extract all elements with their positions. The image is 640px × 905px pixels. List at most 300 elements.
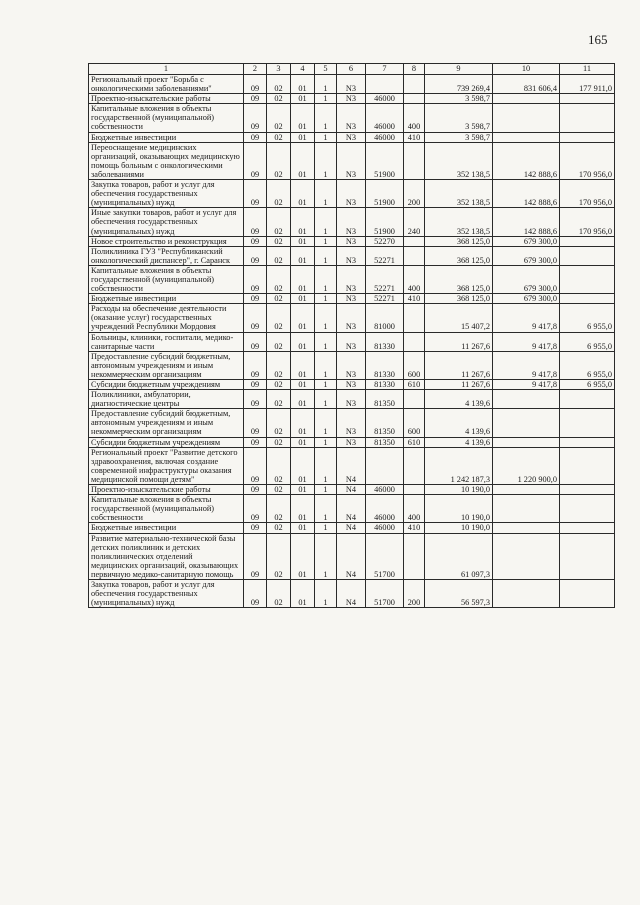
amount-cell: 11 267,6 [425, 380, 493, 390]
amount-cell: 679 300,0 [493, 294, 560, 304]
code-cell: 51900 [366, 208, 404, 236]
header-cell: 3 [267, 64, 291, 75]
code-cell: 02 [267, 294, 291, 304]
amount-cell: 170 956,0 [560, 208, 615, 236]
code-cell: 01 [291, 94, 315, 104]
code-cell: 1 [315, 104, 337, 132]
table-row [89, 523, 615, 533]
code-cell: 02 [267, 75, 291, 94]
code-cell: 600 [404, 351, 425, 379]
code-cell: 01 [291, 294, 315, 304]
code-cell: 09 [244, 409, 267, 437]
amount-cell [560, 390, 615, 409]
amount-cell [560, 246, 615, 265]
code-cell: 01 [291, 142, 315, 179]
code-cell: 46000 [366, 485, 404, 495]
amount-cell: 739 269,4 [425, 75, 493, 94]
code-cell [404, 485, 425, 495]
code-cell: N3 [337, 236, 366, 246]
code-cell: 81330 [366, 332, 404, 351]
code-cell: N3 [337, 351, 366, 379]
row-name-cell: Поликлиники, амбулатории, диагностические центры [89, 390, 244, 409]
code-cell: 01 [291, 390, 315, 409]
code-cell: 02 [267, 246, 291, 265]
code-cell: 01 [291, 485, 315, 495]
code-cell: 09 [244, 180, 267, 208]
amount-cell: 1 242 187,3 [425, 447, 493, 484]
code-cell: 09 [244, 236, 267, 246]
table-row [89, 390, 615, 409]
code-cell: 02 [267, 332, 291, 351]
row-name-cell: Капитальные вложения в объекты государственной (муниципальной) собственности [89, 265, 244, 293]
table-row [89, 246, 615, 265]
header-cell: 8 [404, 64, 425, 75]
row-name-cell: Поликлиника ГУЗ "Республиканский онкологический диспансер", г. Саранск [89, 246, 244, 265]
page-number: 165 [588, 32, 608, 47]
table-row [89, 579, 615, 607]
code-cell: N3 [337, 265, 366, 293]
code-cell: 410 [404, 132, 425, 142]
code-cell: 09 [244, 495, 267, 523]
code-cell: N3 [337, 132, 366, 142]
row-name-cell: Субсидии бюджетным учреждениям [89, 380, 244, 390]
code-cell: 09 [244, 332, 267, 351]
row-name-cell: Капитальные вложения в объекты государственной (муниципальной) собственности [89, 104, 244, 132]
row-name-cell: Закупка товаров, работ и услуг для обеспечения государственных (муниципальных) нужд [89, 579, 244, 607]
code-cell: 46000 [366, 104, 404, 132]
code-cell: 1 [315, 208, 337, 236]
code-cell: 02 [267, 485, 291, 495]
row-name-cell: Переоснащение медицинских организаций, оказывающих медицинскую помощь больным с онкологическими заболеваниями [89, 142, 244, 179]
code-cell: 02 [267, 579, 291, 607]
code-cell: 02 [267, 437, 291, 447]
row-name-cell: Больницы, клиники, госпитали, медико-санитарные части [89, 332, 244, 351]
code-cell: 09 [244, 75, 267, 94]
code-cell: 81350 [366, 437, 404, 447]
code-cell: 02 [267, 132, 291, 142]
code-cell: 01 [291, 380, 315, 390]
row-name-cell: Региональный проект "Развитие детского здравоохранения, включая создание современной инфраструктуры оказания медицинской помощи детям" [89, 447, 244, 484]
code-cell: 410 [404, 294, 425, 304]
code-cell: 52271 [366, 294, 404, 304]
amount-cell [560, 94, 615, 104]
code-cell: 09 [244, 94, 267, 104]
amount-cell: 177 911,0 [560, 75, 615, 94]
code-cell: 1 [315, 142, 337, 179]
code-cell: 01 [291, 351, 315, 379]
amount-cell [493, 495, 560, 523]
table-row [89, 437, 615, 447]
code-cell: 400 [404, 495, 425, 523]
header-cell: 4 [291, 64, 315, 75]
code-cell: 1 [315, 332, 337, 351]
code-cell: 02 [267, 351, 291, 379]
code-cell: 81330 [366, 380, 404, 390]
table-row [89, 236, 615, 246]
code-cell: 09 [244, 437, 267, 447]
code-cell: 1 [315, 485, 337, 495]
code-cell: 81350 [366, 409, 404, 437]
code-cell: 1 [315, 180, 337, 208]
code-cell: 600 [404, 409, 425, 437]
code-cell: N3 [337, 94, 366, 104]
code-cell: 01 [291, 265, 315, 293]
table-row [89, 142, 615, 179]
amount-cell: 9 417,8 [493, 351, 560, 379]
row-name-cell: Бюджетные инвестиции [89, 294, 244, 304]
code-cell: N4 [337, 495, 366, 523]
table-row [89, 447, 615, 484]
code-cell: 02 [267, 523, 291, 533]
amount-cell [560, 485, 615, 495]
amount-cell: 4 139,6 [425, 409, 493, 437]
amount-cell: 9 417,8 [493, 380, 560, 390]
table-row [89, 304, 615, 332]
code-cell: 01 [291, 332, 315, 351]
code-cell: 610 [404, 380, 425, 390]
code-cell: 01 [291, 533, 315, 579]
amount-cell [560, 132, 615, 142]
code-cell: 1 [315, 265, 337, 293]
row-name-cell: Предоставление субсидий бюджетным, автономным учреждениям и иным некоммерческим организациям [89, 409, 244, 437]
code-cell: N3 [337, 208, 366, 236]
code-cell: 02 [267, 533, 291, 579]
code-cell: 01 [291, 437, 315, 447]
code-cell [404, 304, 425, 332]
code-cell [404, 142, 425, 179]
row-name-cell: Проектно-изыскательские работы [89, 485, 244, 495]
code-cell [404, 246, 425, 265]
code-cell: 09 [244, 142, 267, 179]
amount-cell [560, 447, 615, 484]
amount-cell: 170 956,0 [560, 142, 615, 179]
table-row [89, 380, 615, 390]
code-cell: 46000 [366, 523, 404, 533]
table-row [89, 294, 615, 304]
code-cell: 200 [404, 579, 425, 607]
code-cell: N3 [337, 332, 366, 351]
code-cell: 01 [291, 132, 315, 142]
code-cell: 81350 [366, 390, 404, 409]
code-cell: 1 [315, 246, 337, 265]
header-cell: 9 [425, 64, 493, 75]
code-cell: 01 [291, 409, 315, 437]
code-cell: 81000 [366, 304, 404, 332]
code-cell: 09 [244, 380, 267, 390]
code-cell: 1 [315, 132, 337, 142]
amount-cell: 10 190,0 [425, 523, 493, 533]
code-cell: 1 [315, 523, 337, 533]
code-cell: N3 [337, 142, 366, 179]
code-cell: 02 [267, 208, 291, 236]
row-name-cell: Региональный проект "Борьба с онкологическими заболеваниями" [89, 75, 244, 94]
code-cell: 1 [315, 495, 337, 523]
code-cell: 09 [244, 304, 267, 332]
code-cell: 1 [315, 294, 337, 304]
amount-cell [493, 485, 560, 495]
amount-cell: 9 417,8 [493, 304, 560, 332]
table-row [89, 409, 615, 437]
amount-cell: 6 955,0 [560, 304, 615, 332]
header-cell: 7 [366, 64, 404, 75]
code-cell: 1 [315, 351, 337, 379]
code-cell: N3 [337, 246, 366, 265]
code-cell: N3 [337, 409, 366, 437]
amount-cell [493, 409, 560, 437]
code-cell: N4 [337, 533, 366, 579]
amount-cell: 368 125,0 [425, 236, 493, 246]
code-cell: 09 [244, 390, 267, 409]
code-cell: 02 [267, 380, 291, 390]
amount-cell: 11 267,6 [425, 332, 493, 351]
header-cell: 11 [560, 64, 615, 75]
code-cell: 1 [315, 409, 337, 437]
table-row [89, 208, 615, 236]
code-cell [366, 75, 404, 94]
amount-cell: 142 888,6 [493, 180, 560, 208]
code-cell: N3 [337, 304, 366, 332]
code-cell [404, 236, 425, 246]
code-cell: 02 [267, 265, 291, 293]
code-cell: 51900 [366, 180, 404, 208]
code-cell: 09 [244, 447, 267, 484]
code-cell: N3 [337, 104, 366, 132]
table-row [89, 332, 615, 351]
amount-cell [493, 533, 560, 579]
row-name-cell: Новое строительство и реконструкция [89, 236, 244, 246]
code-cell: 1 [315, 447, 337, 484]
code-cell: N4 [337, 579, 366, 607]
code-cell: 02 [267, 104, 291, 132]
amount-cell [493, 579, 560, 607]
amount-cell: 368 125,0 [425, 265, 493, 293]
code-cell: 1 [315, 579, 337, 607]
amount-cell [560, 236, 615, 246]
row-name-cell: Бюджетные инвестиции [89, 132, 244, 142]
code-cell: 81330 [366, 351, 404, 379]
code-cell: 09 [244, 523, 267, 533]
code-cell: 1 [315, 304, 337, 332]
table-row [89, 75, 615, 94]
amount-cell: 142 888,6 [493, 208, 560, 236]
amount-cell: 352 138,5 [425, 180, 493, 208]
code-cell: 09 [244, 533, 267, 579]
amount-cell [560, 265, 615, 293]
code-cell: 09 [244, 104, 267, 132]
code-cell: 02 [267, 142, 291, 179]
code-cell: 1 [315, 437, 337, 447]
code-cell: 09 [244, 246, 267, 265]
header-cell: 1 [89, 64, 244, 75]
code-cell: 01 [291, 236, 315, 246]
amount-cell: 3 598,7 [425, 132, 493, 142]
code-cell: N3 [337, 294, 366, 304]
amount-cell: 6 955,0 [560, 380, 615, 390]
code-cell: 240 [404, 208, 425, 236]
amount-cell: 170 956,0 [560, 180, 615, 208]
amount-cell [560, 533, 615, 579]
header-cell: 2 [244, 64, 267, 75]
code-cell: 02 [267, 447, 291, 484]
amount-cell: 352 138,5 [425, 208, 493, 236]
code-cell: 02 [267, 495, 291, 523]
amount-cell: 10 190,0 [425, 485, 493, 495]
amount-cell: 15 407,2 [425, 304, 493, 332]
code-cell: N3 [337, 437, 366, 447]
amount-cell [560, 523, 615, 533]
code-cell: N3 [337, 380, 366, 390]
code-cell: 01 [291, 104, 315, 132]
code-cell: 01 [291, 246, 315, 265]
code-cell: 01 [291, 304, 315, 332]
amount-cell: 4 139,6 [425, 390, 493, 409]
code-cell: 09 [244, 208, 267, 236]
code-cell [404, 94, 425, 104]
amount-cell [493, 104, 560, 132]
code-cell: 46000 [366, 495, 404, 523]
code-cell: 410 [404, 523, 425, 533]
code-cell: 46000 [366, 94, 404, 104]
code-cell: 1 [315, 236, 337, 246]
row-name-cell: Капитальные вложения в объекты государственной (муниципальной) собственности [89, 495, 244, 523]
amount-cell: 10 190,0 [425, 495, 493, 523]
code-cell: N3 [337, 180, 366, 208]
code-cell [366, 447, 404, 484]
code-cell: 09 [244, 579, 267, 607]
code-cell: 46000 [366, 132, 404, 142]
code-cell: 52271 [366, 246, 404, 265]
code-cell: 01 [291, 495, 315, 523]
amount-cell: 368 125,0 [425, 294, 493, 304]
code-cell [404, 332, 425, 351]
code-cell: 02 [267, 94, 291, 104]
table-row [89, 265, 615, 293]
amount-cell [560, 495, 615, 523]
code-cell: 51700 [366, 579, 404, 607]
budget-table [88, 63, 615, 608]
table-row [89, 94, 615, 104]
code-cell: 51900 [366, 142, 404, 179]
code-cell: 52271 [366, 265, 404, 293]
code-cell: 200 [404, 180, 425, 208]
amount-cell: 61 097,3 [425, 533, 493, 579]
code-cell: 51700 [366, 533, 404, 579]
row-name-cell: Развитие материально-технической базы детских поликлиник и детских поликлинических отделений медицинских организаций, оказывающих первичную медико-санитарную помощь [89, 533, 244, 579]
code-cell: 01 [291, 579, 315, 607]
code-cell [404, 75, 425, 94]
amount-cell [560, 294, 615, 304]
header-row [89, 64, 615, 75]
amount-cell [560, 437, 615, 447]
code-cell: 01 [291, 75, 315, 94]
amount-cell: 6 955,0 [560, 332, 615, 351]
amount-cell: 1 220 900,0 [493, 447, 560, 484]
row-name-cell: Бюджетные инвестиции [89, 523, 244, 533]
amount-cell: 3 598,7 [425, 104, 493, 132]
row-name-cell: Расходы на обеспечение деятельности (оказание услуг) государственных учреждений Республики Мордовия [89, 304, 244, 332]
code-cell: 1 [315, 75, 337, 94]
amount-cell [493, 390, 560, 409]
code-cell: 01 [291, 180, 315, 208]
amount-cell: 679 300,0 [493, 265, 560, 293]
code-cell: 02 [267, 304, 291, 332]
code-cell: 1 [315, 390, 337, 409]
row-name-cell: Проектно-изыскательские работы [89, 94, 244, 104]
code-cell [404, 390, 425, 409]
amount-cell [493, 132, 560, 142]
code-cell: 52270 [366, 236, 404, 246]
amount-cell: 11 267,6 [425, 351, 493, 379]
code-cell: 02 [267, 409, 291, 437]
code-cell: 02 [267, 236, 291, 246]
code-cell: N4 [337, 523, 366, 533]
table-row [89, 533, 615, 579]
table-row [89, 180, 615, 208]
code-cell: N3 [337, 390, 366, 409]
amount-cell: 679 300,0 [493, 236, 560, 246]
code-cell: 01 [291, 447, 315, 484]
code-cell: 01 [291, 208, 315, 236]
code-cell: 1 [315, 380, 337, 390]
code-cell: 400 [404, 104, 425, 132]
code-cell: 09 [244, 265, 267, 293]
amount-cell [560, 409, 615, 437]
amount-cell: 352 138,5 [425, 142, 493, 179]
amount-cell: 9 417,8 [493, 332, 560, 351]
code-cell: 400 [404, 265, 425, 293]
code-cell: 09 [244, 132, 267, 142]
amount-cell: 368 125,0 [425, 246, 493, 265]
table-row [89, 104, 615, 132]
code-cell: 09 [244, 351, 267, 379]
amount-cell [493, 523, 560, 533]
code-cell: N3 [337, 75, 366, 94]
code-cell: N4 [337, 485, 366, 495]
code-cell: 02 [267, 390, 291, 409]
amount-cell [493, 437, 560, 447]
code-cell [404, 447, 425, 484]
code-cell [404, 533, 425, 579]
amount-cell [560, 579, 615, 607]
table-row [89, 132, 615, 142]
amount-cell: 142 888,6 [493, 142, 560, 179]
table-row [89, 485, 615, 495]
row-name-cell: Закупка товаров, работ и услуг для обеспечения государственных (муниципальных) нужд [89, 180, 244, 208]
code-cell: 1 [315, 533, 337, 579]
table-row [89, 495, 615, 523]
amount-cell: 831 606,4 [493, 75, 560, 94]
code-cell: 610 [404, 437, 425, 447]
header-cell: 6 [337, 64, 366, 75]
amount-cell [560, 104, 615, 132]
code-cell: N4 [337, 447, 366, 484]
code-cell: 09 [244, 294, 267, 304]
row-name-cell: Иные закупки товаров, работ и услуг для обеспечения государственных (муниципальных) нужд [89, 208, 244, 236]
amount-cell: 4 139,6 [425, 437, 493, 447]
amount-cell [493, 94, 560, 104]
header-cell: 10 [493, 64, 560, 75]
row-name-cell: Субсидии бюджетным учреждениям [89, 437, 244, 447]
amount-cell: 56 597,3 [425, 579, 493, 607]
row-name-cell: Предоставление субсидий бюджетным, автономным учреждениям и иным некоммерческим организациям [89, 351, 244, 379]
code-cell: 02 [267, 180, 291, 208]
code-cell: 1 [315, 94, 337, 104]
code-cell: 09 [244, 485, 267, 495]
code-cell: 01 [291, 523, 315, 533]
table-row [89, 351, 615, 379]
amount-cell: 3 598,7 [425, 94, 493, 104]
amount-cell: 6 955,0 [560, 351, 615, 379]
